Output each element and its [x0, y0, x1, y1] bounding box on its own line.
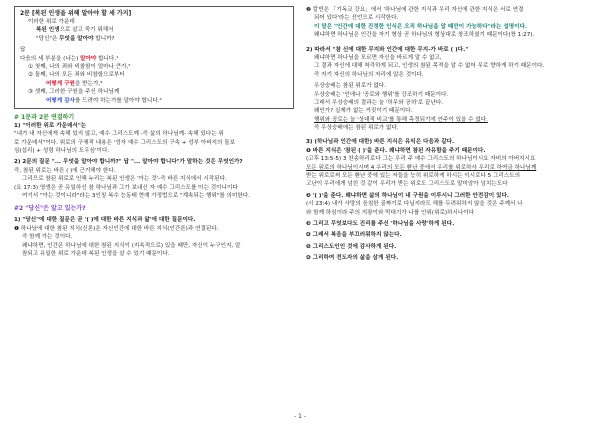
paragraph-line: 로 가운데서"이다. 위로의 구체적 내용은 '성자 예수 그리스도의 구속 + 성부 아버지의 돌보 — [14, 139, 236, 146]
paragraph-line: 되어 있다'라는 선언으로 시작한다. — [314, 15, 399, 22]
paragraph-line: 왜냐하면 하나님을 모르면 자신을 바르게 알 수 없고, — [314, 54, 442, 61]
paragraph-line: 심(섭리) + 성령 하나님의 도우심'이다. — [14, 148, 110, 155]
subheading: 1) "이러한 위로 가운데서"는 — [14, 122, 87, 129]
paragraph-line: 그 결과 자신에 대해 착각하게 되고, 인생의 참된 목적을 알 수 없어 무로 향하게 하기 때문이다. — [314, 63, 545, 70]
paragraph-line: 여기서 "아는 것이니라"라는 3인칭 복수 능동태 현재 가정법으로 "계속되는 행위"를 의미한다. — [22, 193, 250, 200]
paragraph-line: (시 23:4) 내가 사망의 음침한 골짜기로 다닐지라도 해를 두려워하지 않을 것은 주께서 나 — [306, 201, 523, 208]
box-line: ② 둘째, 나의 모든 죄와 비참함으로부터 — [28, 72, 125, 79]
paragraph-line: 왜냐하면 하나님은 인간을 자기 형상 곧 하나님의 형상대로 창조하셨기 때문이다(창 1:27). — [314, 32, 535, 39]
paragraph-line: 즉, 참된 위로는 바른 ( )에 근거해야 한다. — [14, 167, 116, 174]
paragraph-line: ❻ 그리하여 전도자의 삶을 살게 된다. — [306, 255, 399, 262]
right-column — [306, 6, 590, 263]
document-page — [14, 6, 590, 411]
paragraph-line: 즉 자기 자신의 하나님의 자리에 앉은 것이다. — [314, 71, 424, 78]
subheading: 2) 따라서 "참 신에 대한 무지와 인간에 대한 무지-가 바로 ( )다." — [306, 46, 469, 53]
box-line: 어떻게 감사를 드려야 하는가를 알아야 합니다.⁴ — [46, 97, 162, 104]
box-title: 2문 [복된 인생을 위해 알아야 할 세 가지] — [20, 10, 132, 17]
box-line: 이러한 위로 가운데 — [28, 19, 75, 25]
paragraph-line: (고후 13:5-5) 3 찬송하리로다 그는 우리 주 예수 그리스도의 하나님이시요 자비의 아버지시요 — [306, 156, 536, 163]
paragraph-line: 참되고 유일한 위로 가운데 복된 인생을 살 수 있기 때문이다. — [22, 250, 170, 257]
paragraph-line: ❹ 그래서 복음을 부끄러워하지 않는다. — [306, 232, 402, 239]
left-column — [14, 6, 294, 258]
paragraph-line: ❺ 그리스도인인 것에 감사하게 된다. — [306, 243, 397, 250]
subheading: 2) 2문의 질문 "... 무엇을 알아야 합니까?" 답 "... 알아야 합니다"가 말하는 것은 무엇인가? — [14, 159, 243, 166]
paragraph-line: 이 말은 "인간에 대한 진정한 인식은 오직 하나님을 알 때만이 가능하다"라는 설명이다. — [314, 23, 528, 30]
paragraph-line: 우상숭배는 참된 위로가 없다. — [314, 83, 386, 90]
box-answer-label: 답 — [20, 47, 26, 54]
paragraph-line: ❶ 바른 지식은 '참된 ( )'을 준다. 왜냐하면 참된 자유함을 주기 때문이다. — [306, 147, 486, 154]
paragraph-line: ❸ 그리고 무엇보다도 진리를 주신 '하나님을 사랑'하게 된다. — [306, 220, 455, 227]
paragraph-line: 왜냐하면, 인간은 하나님에 대한 참된 지식이 (지속적으로) 있을 때만, 자신이 누구인지, 알 — [22, 242, 241, 249]
paragraph-line: 우상숭배는 '인애나 '공로와 행위'를 강조하기 때문이다. — [314, 91, 449, 98]
paragraph-line: ❷ 칼빈은 「기독교 강요」에서 '하나님에 관한 지식과 우리 자신에 관한 지식은 서로 연결 — [306, 7, 524, 13]
question-box — [14, 6, 294, 109]
page-number: - 1 - — [294, 413, 306, 420]
paragraph-line: 그리므로 참된 위로로 인해 누리는 복된 인생은 '아는 것'-즉 바른 지식에서 시작된다. — [22, 176, 227, 183]
box-line: ① 첫째, 나의 죄와 비참함이 얼마나 큰가,² — [28, 63, 131, 70]
paragraph-line: 행위와 공로는 늘 '상대적 비교'를 통해 측정되기에 안주이 있을 수 없다. — [314, 116, 488, 123]
section-heading: # 1문과 2문 연결하기 — [14, 113, 75, 121]
paragraph-line: 그래서 우상숭배의 결과는 늘 '허무와 공허'로 끝난다. — [314, 99, 443, 106]
paragraph-line: (요 17:3) 영생은 곧 유일하신 참 하나님과 그가 보내신 자 예수 그리스도를 아는 것이니이다 — [14, 184, 238, 191]
paragraph-line: 즉 함께 가는 것이다. — [22, 234, 73, 241]
paragraph-line: 와 함께 하심이라 주의 지팡이와 막대기가 나를 안위(위로)하시나이다 — [306, 209, 475, 216]
section-heading: #2 "당신"은 알고 있는가? — [14, 205, 86, 213]
paragraph-line: 즉 우상숭배에는 참된 위로가 없다. — [314, 125, 399, 132]
paragraph-line: 고난이 우리에게 넘친 것 같이 우리가 받는 위로도 그리스도로 말미암아 넘치는도다 — [306, 181, 508, 188]
subheading: 1) "당신"에 대한 질문은 곧 '( )에 대한 바른 지식과 앎'에 대한 질문이다. — [14, 217, 196, 224]
box-line: "당신"은 무엇을 알아야 합니까? — [36, 35, 115, 42]
box-line: ③ 셋째, 그러한 구원을 주신 하나님께 — [28, 89, 120, 96]
paragraph-line: "내가 내 자신에게 속해 있지 않고, 예수 그리스도께 -즉 삶의 하나님께- 속해 있다는 위 — [14, 131, 224, 138]
box-line: 어떻게 구원을 받는가,³ — [46, 80, 103, 87]
box-line: 복된 인생으로 살고 죽기 위해서 — [36, 27, 114, 34]
box-line: 다음의 세 부분을 (나는) 알아야 합니다.¹ — [20, 55, 119, 62]
subheading: 3) (하나님과 인간에 대한) 바른 지식은 유익은 다음과 같다. — [306, 139, 455, 146]
paragraph-line: ❷ '( )'을 준다. 왜냐하면 삶의 하나님이 내 구원을 이루시니 그러한 안전감이 있다. — [306, 192, 510, 199]
paragraph-line: 받는 위로로써 모든 환난 중에 있는 자들을 능히 위로하게 하시는 이시로다 5 그리스도의 — [306, 173, 521, 180]
paragraph-line: ❶ 하나님에 대한 참된 지식(신론)은 자신인간에 대한 바른 지식(인간론)과 연결된다. — [14, 225, 219, 232]
paragraph-line: 모든 위로의 하나님이시며 4 우리의 모든 환난 중에서 우리를 위로하사 우리로 하여금 하나님께 — [306, 164, 537, 171]
paragraph-line: 왜인가? 실제가 없는 거짓이기 때문이다. — [314, 108, 413, 115]
